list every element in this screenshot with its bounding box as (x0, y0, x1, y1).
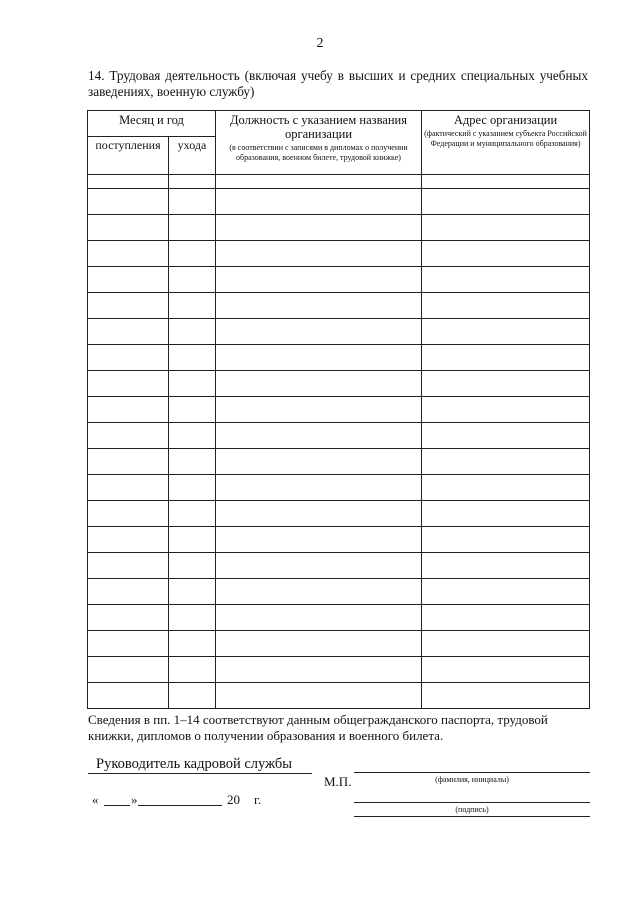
table-row (88, 241, 590, 267)
cell-position[interactable] (216, 215, 422, 241)
cell-position[interactable] (216, 527, 422, 553)
cell-end-date[interactable] (169, 683, 216, 709)
cell-position[interactable] (216, 189, 422, 215)
table-row (88, 631, 590, 657)
table-row (88, 319, 590, 345)
cell-position[interactable] (216, 423, 422, 449)
cell-position[interactable] (216, 683, 422, 709)
table-row (88, 449, 590, 475)
cell-end-date[interactable] (169, 657, 216, 683)
table-row (88, 345, 590, 371)
table-row (88, 475, 590, 501)
hr-head-label: Руководитель кадровой службы (96, 756, 293, 772)
cell-start-date[interactable] (88, 189, 169, 215)
cell-address[interactable] (422, 189, 590, 215)
header-position-note: (в соответствии с записями в дипломах о получении образования, военном билете, трудовой книжке) (229, 143, 408, 162)
cell-address[interactable] (422, 319, 590, 345)
cell-address[interactable] (422, 579, 590, 605)
cell-end-date[interactable] (169, 553, 216, 579)
cell-position[interactable] (216, 397, 422, 423)
cell-end-date[interactable] (169, 397, 216, 423)
cell-end-date[interactable] (169, 293, 216, 319)
cell-address[interactable] (422, 267, 590, 293)
cell-address[interactable] (422, 501, 590, 527)
table-row (88, 657, 590, 683)
cell-start-date[interactable] (88, 527, 169, 553)
table-row (88, 579, 590, 605)
date-day-field[interactable] (104, 805, 130, 806)
cell-start-date[interactable] (88, 631, 169, 657)
cell-end-date[interactable] (169, 267, 216, 293)
table-row (88, 527, 590, 553)
cell-end-date[interactable] (169, 423, 216, 449)
cell-position[interactable] (216, 175, 422, 189)
cell-address[interactable] (422, 553, 590, 579)
cell-end-date[interactable] (169, 449, 216, 475)
cell-end-date[interactable] (169, 579, 216, 605)
cell-start-date[interactable] (88, 267, 169, 293)
cell-address[interactable] (422, 293, 590, 319)
table-row (88, 215, 590, 241)
cell-position[interactable] (216, 293, 422, 319)
name-field-line[interactable] (354, 772, 590, 773)
table-row (88, 175, 590, 189)
hr-head-line[interactable] (88, 773, 312, 774)
cell-address[interactable] (422, 527, 590, 553)
cell-end-date[interactable] (169, 371, 216, 397)
cell-start-date[interactable] (88, 397, 169, 423)
header-address-title: Адрес организации (453, 113, 558, 127)
cell-position[interactable] (216, 319, 422, 345)
signature-caption: (подпись) (455, 805, 489, 814)
table-row (88, 423, 590, 449)
cell-address[interactable] (422, 215, 590, 241)
section-heading: 14. Трудовая деятельность (включая учебу в высших и средних специальных учебных заведениях, военную службу) (88, 68, 588, 99)
cell-start-date[interactable] (88, 501, 169, 527)
cell-address[interactable] (422, 241, 590, 267)
cell-start-date[interactable] (88, 683, 169, 709)
cell-address[interactable] (422, 657, 590, 683)
cell-address[interactable] (422, 397, 590, 423)
name-caption: (фамилия, инициалы) (435, 775, 509, 784)
cell-address[interactable] (422, 345, 590, 371)
cell-address[interactable] (422, 371, 590, 397)
cell-position[interactable] (216, 475, 422, 501)
cell-address[interactable] (422, 605, 590, 631)
cell-start-date[interactable] (88, 175, 169, 189)
cell-start-date[interactable] (88, 345, 169, 371)
cell-start-date[interactable] (88, 605, 169, 631)
table-row (88, 189, 590, 215)
cell-start-date[interactable] (88, 475, 169, 501)
table-row (88, 267, 590, 293)
signature-field-line[interactable] (354, 802, 590, 803)
header-address (422, 111, 590, 175)
cell-position[interactable] (216, 553, 422, 579)
cell-start-date[interactable] (88, 423, 169, 449)
cell-address[interactable] (422, 631, 590, 657)
cell-end-date[interactable] (169, 345, 216, 371)
table-body (88, 175, 590, 709)
cell-address[interactable] (422, 423, 590, 449)
date-month-field[interactable] (138, 805, 222, 806)
cell-start-date[interactable] (88, 657, 169, 683)
header-end: ухода (169, 137, 216, 175)
header-start: поступления (88, 137, 169, 175)
date-year-suffix: г. (254, 792, 262, 807)
cell-end-date[interactable] (169, 501, 216, 527)
cell-start-date[interactable] (88, 579, 169, 605)
cell-start-date[interactable] (88, 553, 169, 579)
header-position (216, 111, 422, 175)
date-quote-open: « (92, 792, 99, 807)
table-row (88, 605, 590, 631)
cell-address[interactable] (422, 683, 590, 709)
header-position-title: Должность с указанием названия организации (230, 113, 407, 141)
cell-address[interactable] (422, 449, 590, 475)
table-row (88, 553, 590, 579)
cell-end-date[interactable] (169, 215, 216, 241)
cell-position[interactable] (216, 241, 422, 267)
cell-end-date[interactable] (169, 631, 216, 657)
cell-address[interactable] (422, 475, 590, 501)
cell-position[interactable] (216, 371, 422, 397)
date-quote-close: » (131, 792, 138, 807)
table-row (88, 371, 590, 397)
cell-end-date[interactable] (169, 241, 216, 267)
cell-start-date[interactable] (88, 371, 169, 397)
cell-position[interactable] (216, 657, 422, 683)
cell-start-date[interactable] (88, 293, 169, 319)
cell-position[interactable] (216, 631, 422, 657)
cell-position[interactable] (216, 605, 422, 631)
page-number: 2 (316, 36, 324, 51)
cell-position[interactable] (216, 501, 422, 527)
cell-end-date[interactable] (169, 175, 216, 189)
date-year-prefix: 20 (227, 792, 240, 807)
table-row (88, 683, 590, 709)
cell-end-date[interactable] (169, 475, 216, 501)
cell-position[interactable] (216, 267, 422, 293)
cell-start-date[interactable] (88, 215, 169, 241)
cell-end-date[interactable] (169, 605, 216, 631)
cell-end-date[interactable] (169, 319, 216, 345)
table-row (88, 501, 590, 527)
stamp-label: М.П. (324, 774, 352, 789)
table-row (88, 293, 590, 319)
work-activity-table (87, 110, 590, 709)
cell-end-date[interactable] (169, 527, 216, 553)
cell-end-date[interactable] (169, 189, 216, 215)
cell-start-date[interactable] (88, 319, 169, 345)
footer-note: Сведения в пп. 1–14 соответствуют данным общегражданского паспорта, трудовой книжки, дипломов о получении образования и военного билета. (88, 712, 548, 743)
cell-address[interactable] (422, 175, 590, 189)
cell-position[interactable] (216, 449, 422, 475)
table-row (88, 397, 590, 423)
cell-start-date[interactable] (88, 241, 169, 267)
signature-underline (354, 816, 590, 817)
header-month-year: Месяц и год (88, 111, 216, 137)
cell-start-date[interactable] (88, 449, 169, 475)
cell-position[interactable] (216, 579, 422, 605)
cell-position[interactable] (216, 345, 422, 371)
header-address-note: (фактический с указанием субъекта Российской Федерации и муниципального образования) (424, 129, 587, 148)
